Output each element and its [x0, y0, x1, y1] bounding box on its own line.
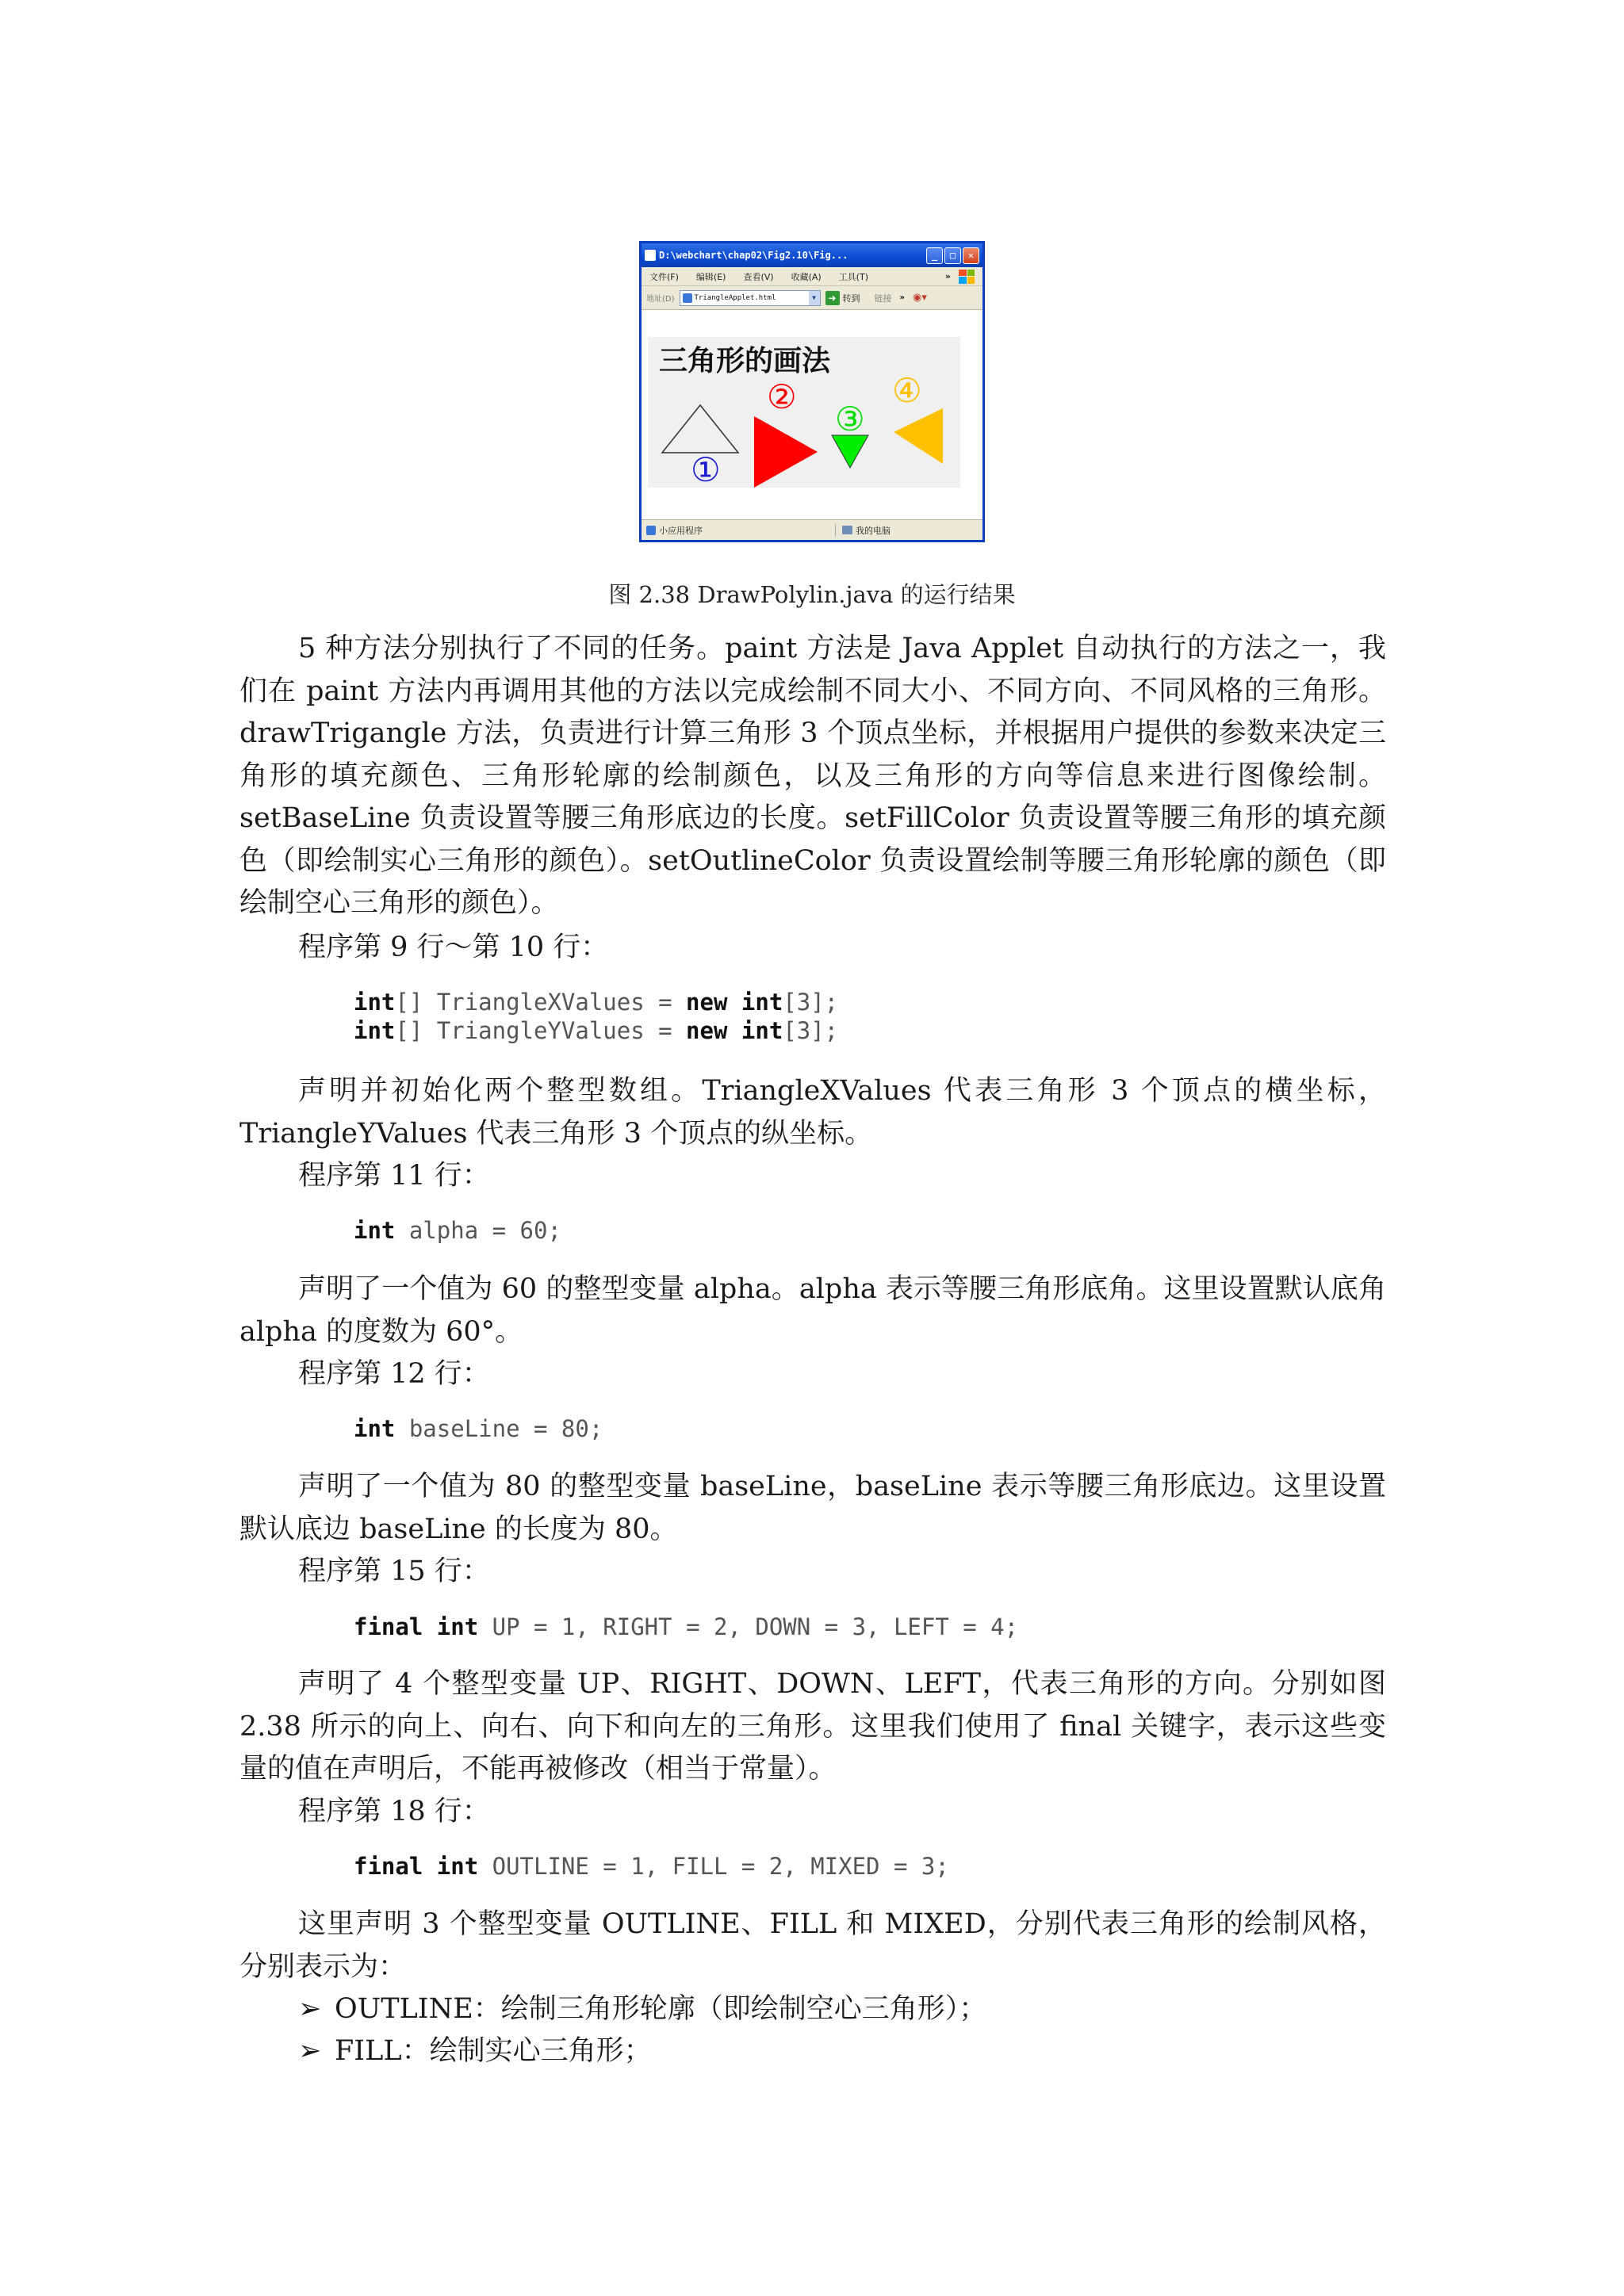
go-arrow-icon[interactable]: ➜ — [825, 291, 840, 305]
menu-file[interactable]: 文件(F) — [649, 271, 679, 282]
status-left — [642, 524, 836, 537]
applet-drawing — [648, 337, 960, 488]
paragraph-methods: 5 种方法分别执行了不同的任务。paint 方法是 Java Applet 自动执行的方法之一，我们在 paint 方法内再调用其他的方法以完成绘制不同大小、不同方向、不同风格的三角形。drawTrigangle 方法，负责进行计算三角形 3 个顶点坐标，并根据用户提供的参数来决定三角形的填充颜色、三角形轮廓的绘制颜色，以及三角形的方向等信息来进行图像绘制。setBaseLine 负责设置等腰三角形底边的长度。setFillColor 负责设置等腰三角形的填充颜色（即绘制实心三角形的颜色）。setOutlineColor 负责设置绘制等腰三角形轮廓的颜色（即绘制空心三角形的颜色）。 — [239, 633, 1386, 919]
menu-edit[interactable]: 编辑(E) — [695, 271, 726, 282]
status-right — [836, 524, 891, 537]
line-ref-12: 程序第 12 行： — [298, 1358, 490, 1390]
bullet-text: OUTLINE：绘制三角形轮廓（即绘制空心三角形）； — [335, 1993, 987, 2025]
address-bar — [642, 286, 982, 310]
paragraph-alpha: 声明了一个值为 60 的整型变量 alpha。alpha 表示等腰三角形底角。这里设置默认底角 alpha 的度数为 60°。 — [239, 1273, 1386, 1348]
label-2: ② — [767, 377, 797, 416]
code-block-styles: final int OUTLINE = 1, FILL = 2, MIXED = 3; — [354, 1853, 949, 1880]
arrow-bullet-icon: ➢ — [298, 1993, 322, 2025]
window-title: D:\webchart\chap02\Fig2.10\Fig... — [659, 250, 848, 261]
code-block-arrays — [354, 988, 838, 1045]
code-line: int[] TriangleXValues = new int[3]; — [354, 989, 839, 1016]
code-line: int[] TriangleYValues = new int[3]; — [354, 1017, 839, 1044]
address-label: 地址(D) — [646, 295, 675, 304]
applet-status-icon — [646, 526, 656, 535]
page-content — [642, 334, 982, 507]
browser-window — [639, 241, 985, 542]
code-block-alpha: int alpha = 60; — [354, 1217, 561, 1244]
address-dropdown-icon[interactable]: ▼ — [809, 291, 820, 305]
paragraph-directions: 声明了 4 个整型变量 UP、RIGHT、DOWN、LEFT，代表三角形的方向。分别如图 2.38 所示的向上、向右、向下和向左的三角形。这里我们使用了 final 关键字，表示这些变量的值在声明后，不能再被修改（相当于常量）。 — [239, 1668, 1386, 1785]
address-input[interactable] — [680, 290, 821, 306]
status-right-text: 我的电脑 — [856, 525, 891, 536]
minimize-button[interactable]: _ — [926, 247, 943, 264]
ie-page-icon — [645, 250, 656, 261]
arrow-bullet-icon: ➢ — [298, 2035, 322, 2067]
code-block-directions: final int UP = 1, RIGHT = 2, DOWN = 3, LEFT = 4; — [354, 1613, 1019, 1640]
menu-overflow-chevron[interactable]: » — [944, 271, 951, 281]
line-ref-9-10: 程序第 9 行～第 10 行： — [298, 932, 609, 963]
links-label[interactable]: 链接 — [874, 293, 892, 304]
my-computer-icon — [842, 526, 852, 534]
bullet-fill — [298, 2030, 652, 2073]
bullet-outline — [298, 1988, 986, 2031]
bullet-text: FILL：绘制实心三角形； — [335, 2035, 652, 2067]
page-icon — [683, 293, 692, 303]
go-button[interactable]: 转到 — [842, 293, 860, 304]
maximize-button[interactable]: □ — [944, 247, 961, 264]
paragraph-baseline: 声明了一个值为 80 的整型变量 baseLine，baseLine 表示等腰三角形底边。这里设置默认底边 baseLine 的长度为 80。 — [239, 1471, 1386, 1545]
applet-canvas — [648, 337, 960, 488]
menu-favorites[interactable]: 收藏(A) — [791, 271, 822, 282]
triangle-right-filled — [754, 416, 818, 488]
extras-icon[interactable]: ◉▾ — [912, 292, 927, 304]
paragraph-styles: 这里声明 3 个整型变量 OUTLINE、FILL 和 MIXED，分别代表三角形的绘制风格，分别表示为： — [239, 1908, 1386, 1983]
figure-caption: 图 2.38 DrawPolylin.java 的运行结果 — [608, 581, 1016, 608]
status-bar — [642, 519, 982, 540]
triangle-left-filled — [894, 408, 943, 464]
close-button[interactable]: ✕ — [963, 247, 979, 264]
address-value: TriangleApplet.html — [694, 293, 776, 302]
line-ref-15: 程序第 15 行： — [298, 1556, 490, 1587]
menu-view[interactable]: 查看(V) — [743, 271, 774, 282]
line-ref-18: 程序第 18 行： — [298, 1796, 490, 1827]
status-left-text: 小应用程序 — [659, 525, 703, 536]
menu-bar — [642, 267, 982, 286]
label-1: ① — [691, 450, 721, 488]
triangle-up-outline — [662, 405, 738, 453]
windows-logo-icon — [959, 270, 975, 284]
window-titlebar — [642, 243, 982, 267]
menu-tools[interactable]: 工具(T) — [838, 271, 868, 282]
triangle-down-filled — [832, 435, 868, 468]
label-4: ④ — [892, 371, 922, 410]
applet-heading: 三角形的画法 — [659, 345, 831, 377]
label-3: ③ — [835, 400, 865, 438]
paragraph-arrays: 声明并初始化两个整型数组。TriangleXValues 代表三角形 3 个顶点的横坐标，TriangleYValues 代表三角形 3 个顶点的纵坐标。 — [239, 1075, 1386, 1150]
links-overflow-chevron[interactable]: » — [899, 293, 905, 302]
line-ref-11: 程序第 11 行： — [298, 1160, 490, 1192]
code-block-baseline: int baseLine = 80; — [354, 1415, 603, 1442]
